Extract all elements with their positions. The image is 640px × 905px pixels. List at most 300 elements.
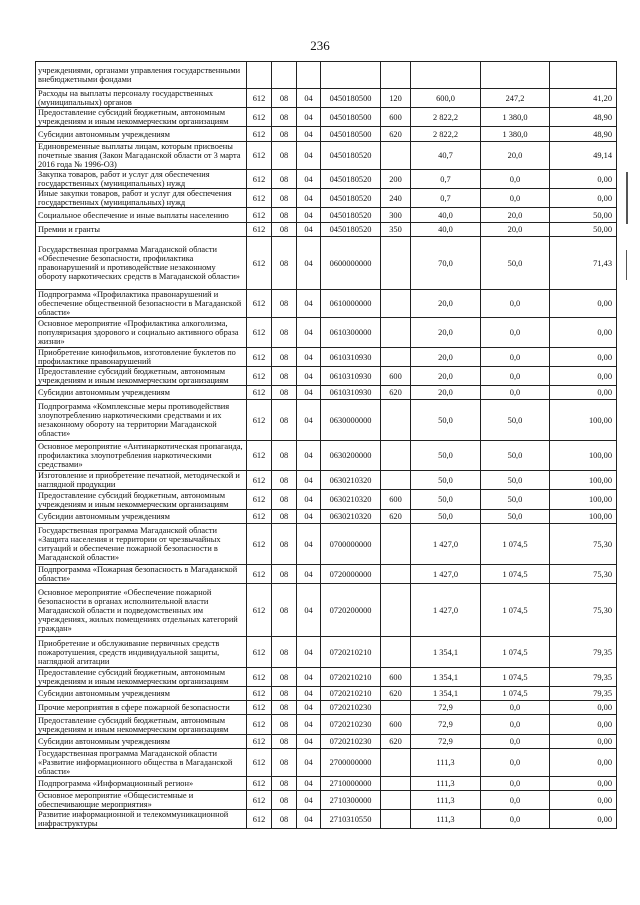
cell-plan: 50,0 (411, 471, 481, 490)
cell-pr: 04 (297, 189, 321, 208)
cell-ved: 612 (247, 524, 272, 565)
cell-ved: 612 (247, 386, 272, 400)
cell-csr: 0720210230 (321, 735, 381, 749)
cell-pct: 48,90 (550, 127, 617, 142)
cell-name: Субсидии автономным учреждениям (36, 386, 247, 400)
cell-ved: 612 (247, 749, 272, 777)
cell-ved: 612 (247, 510, 272, 524)
cell-vr (381, 777, 411, 791)
table-row (36, 170, 617, 189)
cell-name: Приобретение и обслуживание первичных средств пожаротушения, средств индивидуальной защиты, наглядной агитации (36, 637, 247, 668)
cell-pr: 04 (297, 687, 321, 701)
cell-pct: 49,14 (550, 142, 617, 170)
cell-plan: 0,7 (411, 170, 481, 189)
cell-vr: 350 (381, 223, 411, 237)
cell-ved: 612 (247, 108, 272, 127)
cell-rz: 08 (272, 400, 297, 441)
cell-pr: 04 (297, 565, 321, 584)
cell-name: Субсидии автономным учреждениям (36, 687, 247, 701)
budget-table-body (36, 62, 617, 829)
cell-plan: 1 427,0 (411, 584, 481, 637)
cell-pct: 0,00 (550, 386, 617, 400)
cell-vr (381, 791, 411, 810)
cell-csr: 0450180520 (321, 170, 381, 189)
cell-plan: 1 354,1 (411, 687, 481, 701)
cell-rz: 08 (272, 471, 297, 490)
cell-ved: 612 (247, 687, 272, 701)
table-row (36, 208, 617, 223)
cell-pr: 04 (297, 668, 321, 687)
cell-csr: 2710310550 (321, 810, 381, 829)
cell-fact: 1 074,5 (481, 524, 550, 565)
cell-pct: 48,90 (550, 108, 617, 127)
cell-plan: 600,0 (411, 89, 481, 108)
cell-csr: 0720210210 (321, 687, 381, 701)
table-row (36, 237, 617, 290)
cell-ved: 612 (247, 490, 272, 510)
cell-vr (381, 142, 411, 170)
cell-plan: 50,0 (411, 400, 481, 441)
cell-name: учреждениями, органами управления государственными внебюджетными фондами (36, 62, 247, 89)
cell-plan: 111,3 (411, 810, 481, 829)
cell-plan: 72,9 (411, 735, 481, 749)
cell-name: Предоставление субсидий бюджетным, автономным учреждениям и иным некоммерческим организациям (36, 108, 247, 127)
cell-name: Основное мероприятие «Профилактика алкоголизма, популяризация здорового и социально активного образа жизни» (36, 318, 247, 348)
cell-ved: 612 (247, 584, 272, 637)
cell-vr: 620 (381, 687, 411, 701)
cell-fact: 0,0 (481, 348, 550, 367)
table-row (36, 565, 617, 584)
cell-pr: 04 (297, 735, 321, 749)
cell-pr: 04 (297, 348, 321, 367)
cell-vr: 620 (381, 386, 411, 400)
cell-name: Субсидии автономным учреждениям (36, 127, 247, 142)
scan-margin-mark (626, 172, 628, 224)
cell-ved: 612 (247, 318, 272, 348)
cell-pr: 04 (297, 89, 321, 108)
cell-vr (381, 810, 411, 829)
cell-vr: 620 (381, 127, 411, 142)
cell-pr: 04 (297, 108, 321, 127)
cell-pr: 04 (297, 777, 321, 791)
cell-fact: 0,0 (481, 715, 550, 735)
cell-pct (550, 62, 617, 89)
cell-pr: 04 (297, 471, 321, 490)
table-row (36, 735, 617, 749)
cell-pct: 79,35 (550, 668, 617, 687)
cell-vr: 600 (381, 490, 411, 510)
cell-vr (381, 471, 411, 490)
table-row (36, 701, 617, 715)
cell-pr: 04 (297, 386, 321, 400)
cell-vr (381, 237, 411, 290)
cell-rz: 08 (272, 490, 297, 510)
cell-csr: 2700000000 (321, 749, 381, 777)
cell-csr: 0450180500 (321, 127, 381, 142)
cell-fact (481, 62, 550, 89)
cell-pr (297, 62, 321, 89)
cell-csr: 0720210230 (321, 701, 381, 715)
table-row (36, 584, 617, 637)
budget-table (35, 61, 617, 829)
cell-name: Основное мероприятие «Обеспечение пожарной безопасности в органах исполнительной власти Магаданской области и подведомственных им учреждениях, жилых помещениях отдельных категорий граждан» (36, 584, 247, 637)
cell-vr: 620 (381, 510, 411, 524)
cell-fact: 1 380,0 (481, 127, 550, 142)
cell-csr: 0610300000 (321, 318, 381, 348)
cell-rz: 08 (272, 170, 297, 189)
cell-csr (321, 62, 381, 89)
cell-fact: 0,0 (481, 386, 550, 400)
table-row (36, 810, 617, 829)
cell-csr: 2710000000 (321, 777, 381, 791)
cell-plan: 50,0 (411, 441, 481, 471)
cell-ved: 612 (247, 290, 272, 318)
cell-csr: 0610310930 (321, 367, 381, 386)
cell-ved: 612 (247, 810, 272, 829)
cell-name: Приобретение кинофильмов, изготовление буклетов по профилактике правонарушений (36, 348, 247, 367)
cell-pct: 75,30 (550, 524, 617, 565)
cell-name: Предоставление субсидий бюджетным, автономным учреждениям и иным некоммерческим организациям (36, 490, 247, 510)
cell-rz: 08 (272, 127, 297, 142)
cell-vr (381, 701, 411, 715)
cell-plan: 20,0 (411, 290, 481, 318)
cell-name: Социальное обеспечение и иные выплаты населению (36, 208, 247, 223)
cell-ved: 612 (247, 223, 272, 237)
cell-name: Государственная программа Магаданской области «Защита населения и территории от чрезвычайных ситуаций и обеспечение пожарной безопасности в Магаданской области» (36, 524, 247, 565)
cell-ved: 612 (247, 668, 272, 687)
cell-rz: 08 (272, 367, 297, 386)
cell-rz: 08 (272, 510, 297, 524)
cell-pct: 100,00 (550, 490, 617, 510)
cell-ved: 612 (247, 237, 272, 290)
cell-rz: 08 (272, 441, 297, 471)
cell-csr: 0450180520 (321, 189, 381, 208)
cell-pr: 04 (297, 701, 321, 715)
cell-csr: 0630210320 (321, 490, 381, 510)
cell-fact: 0,0 (481, 777, 550, 791)
cell-csr: 0720000000 (321, 565, 381, 584)
cell-csr: 0630210320 (321, 471, 381, 490)
table-row (36, 715, 617, 735)
cell-pr: 04 (297, 142, 321, 170)
cell-name: Основное мероприятие «Антинаркотическая пропаганда, профилактика злоупотребления наркотическими средствами» (36, 441, 247, 471)
table-row (36, 189, 617, 208)
cell-pr: 04 (297, 715, 321, 735)
cell-rz: 08 (272, 237, 297, 290)
table-row (36, 290, 617, 318)
cell-ved: 612 (247, 715, 272, 735)
cell-pct: 75,30 (550, 584, 617, 637)
cell-plan: 1 427,0 (411, 524, 481, 565)
table-row (36, 510, 617, 524)
cell-pct: 100,00 (550, 441, 617, 471)
cell-pct: 75,30 (550, 565, 617, 584)
cell-fact: 0,0 (481, 290, 550, 318)
cell-rz: 08 (272, 565, 297, 584)
cell-pr: 04 (297, 810, 321, 829)
cell-fact: 1 074,5 (481, 687, 550, 701)
table-row (36, 777, 617, 791)
cell-rz: 08 (272, 386, 297, 400)
cell-plan: 1 354,1 (411, 637, 481, 668)
cell-plan: 1 354,1 (411, 668, 481, 687)
cell-fact: 1 380,0 (481, 108, 550, 127)
cell-name: Расходы на выплаты персоналу государственных (муниципальных) органов (36, 89, 247, 108)
cell-fact: 20,0 (481, 223, 550, 237)
cell-fact: 0,0 (481, 749, 550, 777)
cell-csr: 2710300000 (321, 791, 381, 810)
cell-plan: 72,9 (411, 701, 481, 715)
table-row (36, 142, 617, 170)
cell-vr (381, 441, 411, 471)
cell-pct: 0,00 (550, 348, 617, 367)
cell-fact: 0,0 (481, 170, 550, 189)
cell-rz: 08 (272, 810, 297, 829)
cell-vr: 300 (381, 208, 411, 223)
cell-csr: 0450180500 (321, 89, 381, 108)
cell-rz: 08 (272, 142, 297, 170)
table-row (36, 791, 617, 810)
cell-fact: 20,0 (481, 142, 550, 170)
table-row (36, 524, 617, 565)
cell-pct: 0,00 (550, 189, 617, 208)
cell-plan: 111,3 (411, 777, 481, 791)
cell-csr: 0700000000 (321, 524, 381, 565)
cell-rz (272, 62, 297, 89)
cell-plan: 72,9 (411, 715, 481, 735)
cell-rz: 08 (272, 735, 297, 749)
page-number: 236 (310, 38, 330, 53)
cell-pr: 04 (297, 290, 321, 318)
table-row (36, 89, 617, 108)
cell-csr: 0720200000 (321, 584, 381, 637)
cell-pct: 0,00 (550, 367, 617, 386)
cell-vr: 600 (381, 668, 411, 687)
cell-fact: 1 074,5 (481, 584, 550, 637)
table-row (36, 637, 617, 668)
cell-fact: 50,0 (481, 400, 550, 441)
cell-name: Премии и гранты (36, 223, 247, 237)
table-row (36, 471, 617, 490)
cell-pr: 04 (297, 170, 321, 189)
cell-pr: 04 (297, 791, 321, 810)
cell-name: Подпрограмма «Информационный регион» (36, 777, 247, 791)
cell-plan: 40,0 (411, 223, 481, 237)
cell-name: Предоставление субсидий бюджетным, автономным учреждениям и иным некоммерческим организациям (36, 367, 247, 386)
cell-name: Предоставление субсидий бюджетным, автономным учреждениям и иным некоммерческим организациям (36, 668, 247, 687)
cell-pct: 0,00 (550, 749, 617, 777)
cell-pct: 0,00 (550, 735, 617, 749)
cell-pct: 0,00 (550, 170, 617, 189)
table-row (36, 367, 617, 386)
table-row (36, 687, 617, 701)
cell-pct: 50,00 (550, 208, 617, 223)
cell-vr (381, 62, 411, 89)
table-row (36, 668, 617, 687)
cell-pr: 04 (297, 237, 321, 290)
cell-pct: 41,20 (550, 89, 617, 108)
cell-ved: 612 (247, 348, 272, 367)
cell-rz: 08 (272, 791, 297, 810)
cell-fact: 20,0 (481, 208, 550, 223)
cell-pr: 04 (297, 318, 321, 348)
cell-csr: 0630200000 (321, 441, 381, 471)
cell-name: Иные закупки товаров, работ и услуг для обеспечения государственных (муниципальных) нужд (36, 189, 247, 208)
cell-vr (381, 348, 411, 367)
table-row (36, 127, 617, 142)
cell-rz: 08 (272, 189, 297, 208)
cell-name: Субсидии автономным учреждениям (36, 510, 247, 524)
cell-pct: 100,00 (550, 400, 617, 441)
cell-fact: 0,0 (481, 189, 550, 208)
cell-fact: 50,0 (481, 441, 550, 471)
cell-ved: 612 (247, 89, 272, 108)
cell-rz: 08 (272, 223, 297, 237)
cell-pct: 79,35 (550, 687, 617, 701)
cell-fact: 50,0 (481, 490, 550, 510)
table-row (36, 400, 617, 441)
cell-pr: 04 (297, 367, 321, 386)
cell-csr: 0610000000 (321, 290, 381, 318)
cell-pr: 04 (297, 524, 321, 565)
cell-pct: 100,00 (550, 510, 617, 524)
cell-plan (411, 62, 481, 89)
table-row (36, 441, 617, 471)
cell-csr: 0720210230 (321, 715, 381, 735)
cell-vr (381, 749, 411, 777)
cell-ved: 612 (247, 170, 272, 189)
cell-fact: 0,0 (481, 701, 550, 715)
cell-vr: 600 (381, 108, 411, 127)
table-row (36, 223, 617, 237)
cell-fact: 0,0 (481, 810, 550, 829)
cell-vr (381, 584, 411, 637)
cell-ved: 612 (247, 441, 272, 471)
cell-ved: 612 (247, 367, 272, 386)
cell-ved: 612 (247, 400, 272, 441)
cell-name: Государственная программа Магаданской области «Обеспечение безопасности, профилактика правонарушений и противодействие незаконному обороту наркотических средств в Магаданской области» (36, 237, 247, 290)
cell-fact: 1 074,5 (481, 637, 550, 668)
cell-vr: 620 (381, 735, 411, 749)
cell-pr: 04 (297, 441, 321, 471)
cell-pr: 04 (297, 223, 321, 237)
cell-plan: 50,0 (411, 490, 481, 510)
cell-plan: 111,3 (411, 791, 481, 810)
table-row (36, 108, 617, 127)
cell-plan: 1 427,0 (411, 565, 481, 584)
cell-vr: 600 (381, 367, 411, 386)
cell-ved: 612 (247, 208, 272, 223)
cell-ved: 612 (247, 471, 272, 490)
cell-vr (381, 637, 411, 668)
cell-rz: 08 (272, 89, 297, 108)
cell-name: Единовременные выплаты лицам, которым присвоены почетные звания (Закон Магаданской области от 3 марта 2016 года № 1996-ОЗ) (36, 142, 247, 170)
cell-name: Развитие информационной и телекоммуникационной инфраструктуры (36, 810, 247, 829)
cell-csr: 0450180520 (321, 223, 381, 237)
cell-plan: 20,0 (411, 367, 481, 386)
cell-rz: 08 (272, 687, 297, 701)
cell-rz: 08 (272, 701, 297, 715)
cell-fact: 50,0 (481, 510, 550, 524)
cell-pct: 79,35 (550, 637, 617, 668)
cell-fact: 1 074,5 (481, 565, 550, 584)
table-row (36, 348, 617, 367)
cell-pct: 0,00 (550, 290, 617, 318)
cell-vr: 120 (381, 89, 411, 108)
cell-rz: 08 (272, 524, 297, 565)
cell-rz: 08 (272, 318, 297, 348)
cell-csr: 0450180500 (321, 108, 381, 127)
cell-name: Основное мероприятие «Общесистемные и обеспечивающие мероприятия» (36, 791, 247, 810)
cell-csr: 0610310930 (321, 348, 381, 367)
cell-csr: 0610310930 (321, 386, 381, 400)
cell-pr: 04 (297, 127, 321, 142)
table-row (36, 62, 617, 89)
cell-plan: 20,0 (411, 386, 481, 400)
cell-plan: 40,0 (411, 208, 481, 223)
cell-ved (247, 62, 272, 89)
cell-plan: 20,0 (411, 348, 481, 367)
cell-fact: 0,0 (481, 367, 550, 386)
cell-ved: 612 (247, 791, 272, 810)
cell-pct: 100,00 (550, 471, 617, 490)
cell-name: Государственная программа Магаданской области «Развитие информационного общества в Магаданской области» (36, 749, 247, 777)
cell-name: Закупка товаров, работ и услуг для обеспечения государственных (муниципальных) нужд (36, 170, 247, 189)
table-row (36, 386, 617, 400)
cell-pct: 0,00 (550, 810, 617, 829)
table-row (36, 749, 617, 777)
cell-plan: 50,0 (411, 510, 481, 524)
cell-ved: 612 (247, 637, 272, 668)
cell-ved: 612 (247, 127, 272, 142)
cell-plan: 111,3 (411, 749, 481, 777)
cell-csr: 0450180520 (321, 142, 381, 170)
cell-csr: 0450180520 (321, 208, 381, 223)
cell-fact: 247,2 (481, 89, 550, 108)
cell-name: Подпрограмма «Комплексные меры противодействия злоупотреблению наркотическими средствами и их незаконному обороту на территории Магаданской области» (36, 400, 247, 441)
cell-fact: 0,0 (481, 318, 550, 348)
cell-pr: 04 (297, 208, 321, 223)
cell-plan: 40,7 (411, 142, 481, 170)
cell-pr: 04 (297, 510, 321, 524)
cell-name: Подпрограмма «Пожарная безопасность в Магаданской области» (36, 565, 247, 584)
cell-pct: 0,00 (550, 701, 617, 715)
cell-name: Изготовление и приобретение печатной, методической и наглядной продукции (36, 471, 247, 490)
cell-plan: 2 822,2 (411, 108, 481, 127)
cell-csr: 0600000000 (321, 237, 381, 290)
cell-vr (381, 290, 411, 318)
cell-fact: 50,0 (481, 237, 550, 290)
cell-pct: 0,00 (550, 715, 617, 735)
cell-pct: 71,43 (550, 237, 617, 290)
cell-csr: 0630210320 (321, 510, 381, 524)
cell-csr: 0720210210 (321, 668, 381, 687)
cell-pct: 0,00 (550, 777, 617, 791)
cell-rz: 08 (272, 715, 297, 735)
cell-rz: 08 (272, 637, 297, 668)
cell-pr: 04 (297, 584, 321, 637)
cell-vr: 600 (381, 715, 411, 735)
cell-ved: 612 (247, 142, 272, 170)
cell-pr: 04 (297, 400, 321, 441)
cell-fact: 1 074,5 (481, 668, 550, 687)
cell-name: Предоставление субсидий бюджетным, автономным учреждениям и иным некоммерческим организациям (36, 715, 247, 735)
cell-pct: 0,00 (550, 791, 617, 810)
scan-margin-mark (626, 250, 627, 280)
cell-ved: 612 (247, 777, 272, 791)
cell-rz: 08 (272, 584, 297, 637)
cell-rz: 08 (272, 208, 297, 223)
